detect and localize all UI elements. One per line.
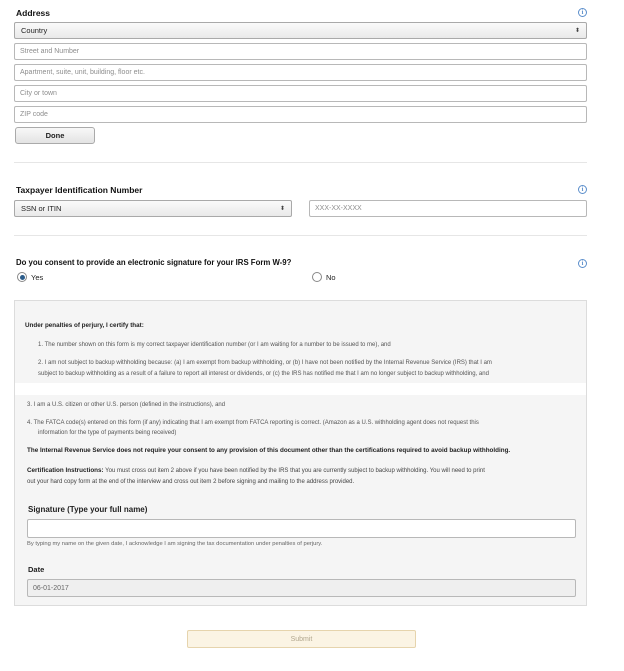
done-button[interactable]: Done [15,127,95,144]
consent-question: Do you consent to provide an electronic signature for your IRS Form W-9? [16,258,292,267]
city-input-placeholder: City or town [20,90,57,97]
consent-no-label[interactable]: No [326,273,336,282]
certification-item-3: 3. I am a U.S. citizen or other U.S. person (defined in the instructions), and [27,402,226,408]
date-field [27,579,576,597]
street-input-placeholder: Street and Number [20,48,80,55]
tin-type-select-value: SSN or ITIN [21,204,62,213]
certification-item-4: 4. The FATCA code(s) entered on this form (if any) indicating that I am exempt from FATCA reporting is correct. (Amazon as a U.S. withholding agent does not request this [27,420,479,426]
signature-label: Signature (Type your full name) [28,505,148,514]
signature-input[interactable] [27,519,576,538]
tin-number-placeholder: XXX-XX-XXXX [315,205,362,212]
divider [14,162,587,163]
date-value: 06-01-2017 [33,584,69,592]
tin-info-icon[interactable]: i [578,185,587,194]
consent-yes-label[interactable]: Yes [31,273,44,282]
zip-input[interactable] [14,106,587,123]
radio-selected-dot [20,275,25,280]
tin-type-select[interactable] [14,200,292,217]
certification-item-1: 1. The number shown on this form is my correct taxpayer identification number (or I am waiting for a number to be issued to me), and [38,342,391,348]
certification-item-2: 2. I am not subject to backup withholding because: (a) I am exempt from backup withholding, or (b) I have not been notified by the Internal Revenue Service (IRS) that I am [38,360,492,366]
apartment-input[interactable] [14,64,587,81]
address-info-icon[interactable]: i [578,8,587,17]
panel-gap [15,383,586,395]
submit-button[interactable]: Submit [187,630,416,648]
consent-yes-radio[interactable] [17,272,27,282]
country-select[interactable] [14,22,587,39]
certification-instructions-line2: out your hard copy form at the end of the interview and cross out item 2 before signing and mailing to the address provided. [27,479,355,485]
consent-no-radio[interactable] [312,272,322,282]
select-arrows-icon: ⬍ [574,27,580,34]
certification-intro: Under penalties of perjury, I certify that: [25,322,144,329]
tin-heading: Taxpayer Identification Number [16,185,143,195]
certification-item-4-cont: information for the type of payments being received) [38,430,177,436]
select-arrows-icon: ⬍ [279,205,285,212]
street-input[interactable] [14,43,587,60]
signature-disclaimer: By typing my name on the given date, I acknowledge I am signing the tax documentation under penalties of perjury. [27,541,323,547]
divider [14,235,587,236]
date-label: Date [28,565,45,574]
instructions-text-1: You must cross out item 2 above if you have been notified by the IRS that you are currently subject to backup withholding. You will need to print [103,468,485,474]
irs-notice: The Internal Revenue Service does not require your consent to any provision of this document other than the certifications required to avoid backup withholding. [27,447,511,454]
zip-input-placeholder: ZIP code [20,111,48,118]
city-input[interactable] [14,85,587,102]
instructions-label: Certification Instructions: [27,467,104,474]
address-heading: Address [16,8,51,18]
country-select-value: Country [21,26,48,35]
apartment-input-placeholder: Apartment, suite, unit, building, floor etc. [20,69,145,76]
consent-info-icon[interactable]: i [578,259,587,268]
certification-item-2-cont: subject to backup withholding as a result of a failure to report all interest or dividends, or (c) the IRS has notified me that I am no longer subject to backup withholding, and [38,371,489,377]
tin-number-input[interactable] [309,200,587,217]
certification-instructions-line1 [27,466,485,476]
